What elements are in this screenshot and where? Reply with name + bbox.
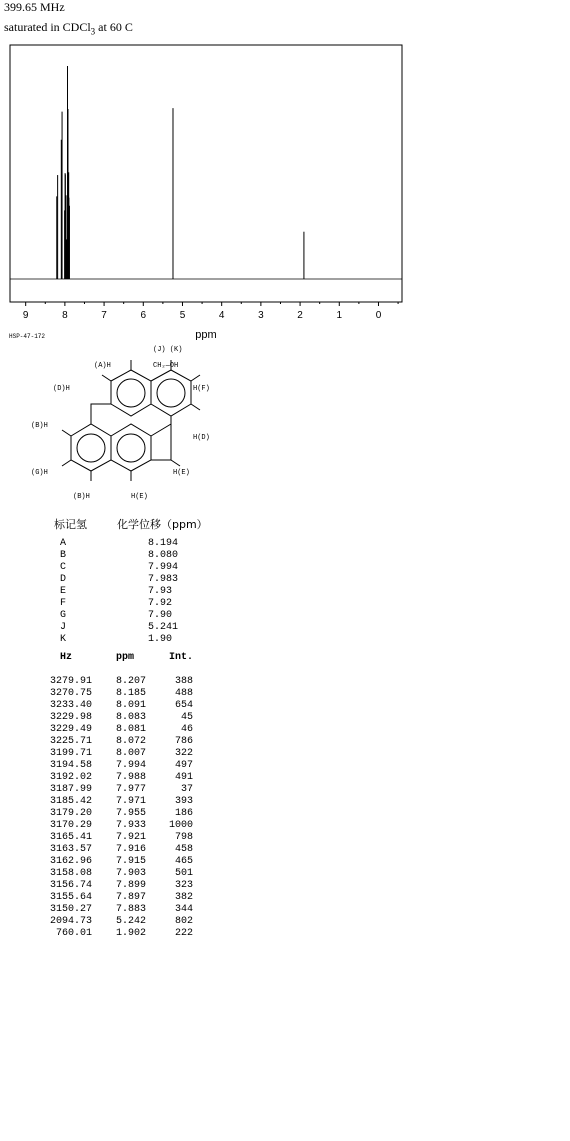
assignment-shift: 7.93 [148,586,173,597]
sample-id: HSP-47-172 [9,333,46,340]
assignment-shift: 7.92 [148,598,173,609]
peak-row [40,856,193,868]
peak-hz: 3199.71 [49,748,92,759]
assignment-label: E [60,586,67,597]
peak-hz: 3158.08 [49,868,92,879]
assignment-row [54,550,208,562]
peak-intensity: 491 [174,772,193,783]
peak-row [40,916,193,928]
solvent-suffix: at 60 C [95,20,133,34]
peak-hz: 3163.57 [49,844,92,855]
peak-row [40,844,193,856]
assignment-label: D [60,574,67,585]
peak-hz: 3155.64 [49,892,92,903]
assignment-header-label: 标记氢 [54,518,87,531]
assignment-header [54,516,208,532]
assignment-label: B [60,550,67,561]
label-h-b-left: (B)H [31,422,48,430]
peak-ppm: 7.899 [115,880,146,891]
assignment-row [54,574,208,586]
label-h-a: (A)H [94,362,111,370]
peak-ppm: 7.933 [115,820,146,831]
solvent-prefix: saturated in CDCl [4,20,91,34]
peak-ppm: 7.994 [115,760,146,771]
peak-ppm: 7.921 [115,832,146,843]
peak-intensity: 323 [174,880,193,891]
bond-h-f [191,375,200,381]
label-h-g: (G)H [31,469,48,477]
assignment-row [54,598,208,610]
peak-intensity: 488 [174,688,193,699]
ring-bottom-left-circle [77,434,105,462]
peak-intensity: 786 [174,736,193,747]
peak-intensity: 388 [174,676,193,687]
peak-hz: 3229.49 [49,724,92,735]
label-h-d-right: H(D) [193,434,210,442]
peak-hz: 3179.20 [49,808,92,819]
assignment-shift: 5.241 [148,622,179,633]
solvent-subscript: 3 [90,26,96,37]
peak-row [40,892,193,904]
x-tick-label: 1 [336,310,343,321]
peak-intensity: 322 [174,748,193,759]
assignment-shift: 7.994 [148,562,179,573]
assignment-row [54,610,208,622]
peak-hz: 3233.40 [49,700,92,711]
peak-ppm: 8.081 [115,724,146,735]
peak-ppm: 8.091 [115,700,146,711]
peak-hz: 3270.75 [49,688,92,699]
peak-row [40,688,193,700]
peak-hz: 2094.73 [49,916,92,927]
assignment-label: A [60,538,67,549]
peak-hz: 3156.74 [49,880,92,891]
assignment-label: J [60,622,67,633]
peak-intensity: 37 [180,784,193,795]
x-tick-label: 6 [140,310,147,321]
bond-h-g [62,460,71,466]
peak-ppm: 7.977 [115,784,146,795]
x-tick-label: 3 [258,310,264,321]
peak-hz: 3150.27 [49,904,92,915]
peak-row [40,712,193,724]
bond-h-e-right [171,460,180,466]
peak-row [40,724,193,736]
peak-intensity: 798 [174,832,193,843]
assignment-row [54,586,208,598]
peak-hz: 3279.91 [49,676,92,687]
peak-table-header [40,652,193,664]
peak-intensity: 458 [174,844,193,855]
peak-ppm: 1.902 [115,928,146,939]
assignment-header-shift: 化学位移（ppm） [117,518,208,531]
peak-intensity: 501 [174,868,193,879]
ring-top-left-circle [117,379,145,407]
peak-intensity: 186 [174,808,193,819]
peak-ppm: 7.897 [115,892,146,903]
peak-row [40,676,193,688]
peak-intensity: 45 [180,712,193,723]
peak-row [40,748,193,760]
assignment-shift: 1.90 [148,634,173,645]
peak-header-ppm: ppm [115,652,134,663]
peak-row [40,736,193,748]
peak-intensity: 393 [174,796,193,807]
peak-ppm: 7.971 [115,796,146,807]
peak-hz: 760.01 [55,928,92,939]
peak-row [40,808,193,820]
assignment-table [54,516,208,646]
assignment-row [54,562,208,574]
peak-rows [40,676,193,940]
ring-top-right-circle [157,379,185,407]
label-h-b-bottom: (B)H [73,493,90,501]
assignment-label: G [60,610,67,621]
nmr-spectrum [0,40,420,340]
assignment-label: C [60,562,67,573]
x-tick-label: 4 [218,310,225,321]
peak-hz: 3165.41 [49,832,92,843]
peak-hz: 3185.42 [49,796,92,807]
assignment-rows [54,538,208,646]
peak-row [40,880,193,892]
label-j-k: (J) (K) [153,346,183,354]
peak-header-int: Int. [168,652,193,663]
bond-h-d-right [191,404,200,410]
x-axis-label: ppm [195,329,217,340]
peak-intensity: 382 [174,892,193,903]
x-tick-label: 9 [22,310,29,321]
peak-ppm: 7.915 [115,856,146,867]
label-h-d-left: (D)H [53,385,70,393]
peak-intensity: 802 [174,916,193,927]
assignment-shift: 7.983 [148,574,179,585]
peak-ppm: 8.207 [115,676,146,687]
peak-ppm: 8.007 [115,748,146,759]
peak-header-hz: Hz [59,652,72,663]
solvent-condition [4,20,133,36]
peak-hz: 3194.58 [49,760,92,771]
peak-row [40,820,193,832]
peak-hz: 3170.29 [49,820,92,831]
peak-ppm: 7.883 [115,904,146,915]
x-tick-label: 7 [101,310,107,321]
peak-intensity: 344 [174,904,193,915]
peak-ppm: 7.988 [115,772,146,783]
assignment-label: K [60,634,67,645]
peak-row [40,928,193,940]
peak-row [40,832,193,844]
bond-h-d-left [102,375,111,381]
ring-bottom-right-circle [117,434,145,462]
assignment-row [54,538,208,550]
assignment-row [54,634,208,646]
peak-ppm: 7.916 [115,844,146,855]
peak-ppm: 7.955 [115,808,146,819]
assignment-label: F [60,598,67,609]
peak-intensity: 654 [174,700,193,711]
peak-intensity: 222 [174,928,193,939]
assignment-shift: 7.90 [148,610,173,621]
bond-right-fuse [151,416,171,436]
peak-row [40,796,193,808]
bond-left-fuse [91,404,111,424]
peak-ppm: 8.072 [115,736,146,747]
x-tick-label: 5 [179,310,186,321]
x-tick-label: 2 [297,310,303,321]
label-h-f: H(F) [193,385,210,393]
peak-row [40,772,193,784]
assignment-shift: 8.080 [148,550,179,561]
peak-row [40,868,193,880]
peak-ppm: 5.242 [115,916,146,927]
peak-intensity: 1000 [168,820,193,831]
peak-hz: 3187.99 [49,784,92,795]
peak-ppm: 7.903 [115,868,146,879]
peak-ppm: 8.083 [115,712,146,723]
peak-row [40,784,193,796]
peak-row [40,700,193,712]
peak-intensity: 46 [180,724,193,735]
molecule-structure [20,340,230,510]
peak-intensity: 497 [174,760,193,771]
label-h-e-bottom: H(E) [131,493,148,501]
bond-bottom-right [151,424,171,460]
peak-ppm: 8.185 [115,688,146,699]
peak-table [40,652,193,940]
bond-h-b-left [62,430,71,436]
spectrometer-frequency: 399.65 MHz [4,0,65,14]
peak-hz: 3192.02 [49,772,92,783]
peak-row [40,904,193,916]
peak-intensity: 465 [174,856,193,867]
label-h-e-right: H(E) [173,469,190,477]
x-tick-label: 0 [375,310,382,321]
label-ch2oh: CH₂—OH [153,362,179,370]
peak-hz: 3225.71 [49,736,92,747]
assignment-shift: 8.194 [148,538,179,549]
assignment-row [54,622,208,634]
peak-hz: 3162.96 [49,856,92,867]
peak-hz: 3229.98 [49,712,92,723]
x-tick-label: 8 [62,310,68,321]
peak-row [40,760,193,772]
